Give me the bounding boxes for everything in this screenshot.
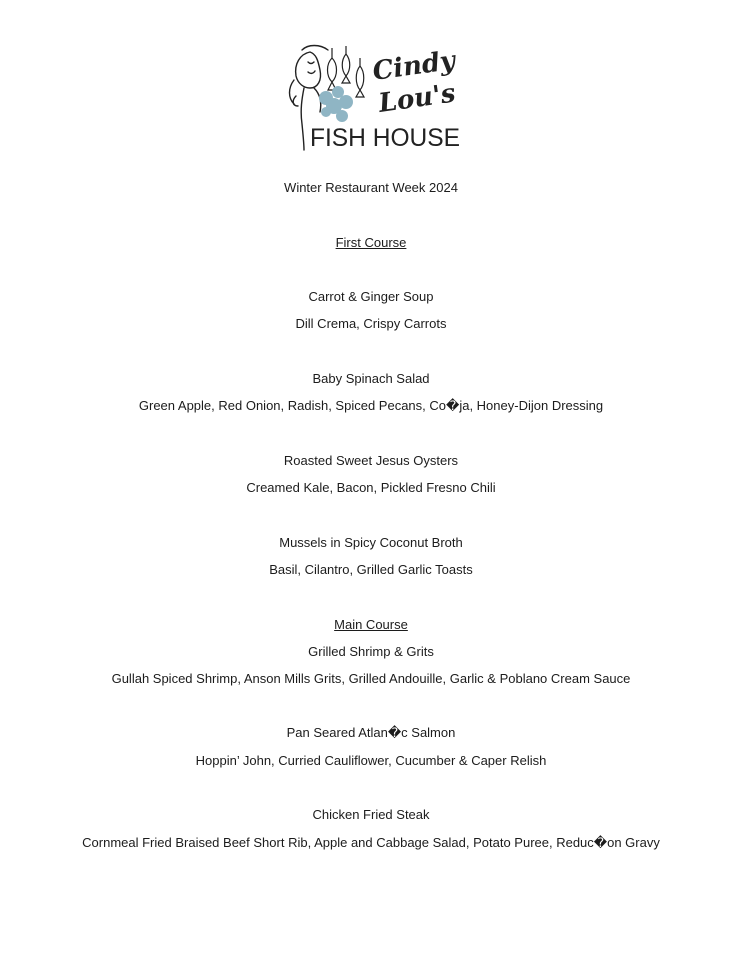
menu-item-description: Gullah Spiced Shrimp, Anson Mills Grits, Grilled Andouille, Garlic & Poblano Cream Sauce [111,671,631,686]
menu-item-description: Dill Crema, Crispy Carrots [295,316,447,331]
menu-item-name: Carrot & Ginger Soup [308,289,434,304]
restaurant-logo [280,40,465,155]
logo-wordmark: FISH HOUSE [310,124,460,152]
coral-icon [319,86,353,122]
first-course-heading: First Course [335,235,407,250]
menu-item-description: Hoppin’ John, Curried Cauliflower, Cucumber & Caper Relish [195,753,547,768]
menu-item-description: Basil, Cilantro, Grilled Garlic Toasts [269,562,473,577]
menu-item-name: Chicken Fried Steak [312,807,430,822]
menu-item-name: Roasted Sweet Jesus Oysters [283,453,459,468]
menu-item-description: Creamed Kale, Bacon, Pickled Fresno Chili [246,480,496,495]
logo-script-line2: Lou's [376,78,458,119]
menu-item-description: Cornmeal Fried Braised Beef Short Rib, Apple and Cabbage Salad, Potato Puree, Reduc�on Gravy [82,835,660,850]
main-course-heading: Main Course [334,617,408,632]
menu-item-description: Green Apple, Red Onion, Radish, Spiced Pecans, Co�ja, Honey-Dijon Dressing [138,398,604,413]
menu-item-name: Baby Spinach Salad [312,371,430,386]
menu-item-name: Pan Seared Atlan�c Salmon [286,725,456,740]
event-title: Winter Restaurant Week 2024 [284,180,458,195]
menu-item-name: Grilled Shrimp & Grits [308,644,434,659]
menu-item-name: Mussels in Spicy Coconut Broth [279,535,463,550]
logo-script-line1: Cindy [370,45,457,87]
